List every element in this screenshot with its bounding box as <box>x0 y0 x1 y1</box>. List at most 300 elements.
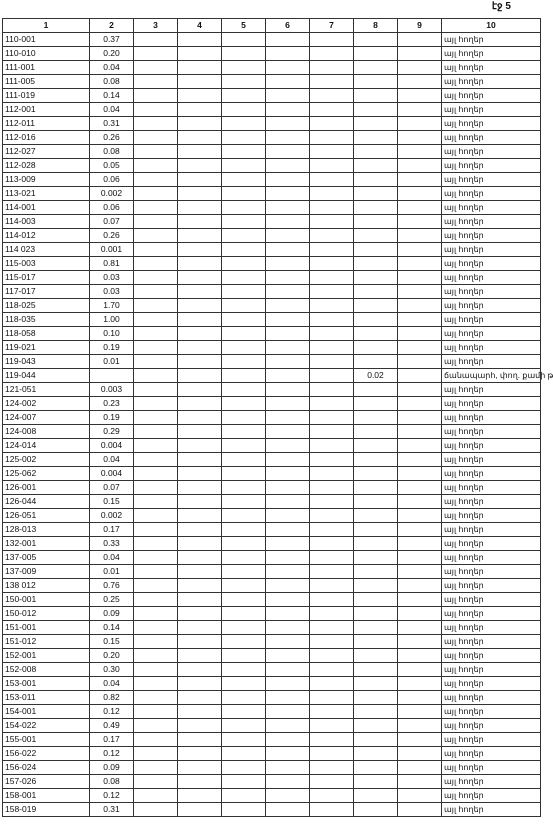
empty-cell <box>310 733 354 747</box>
empty-cell <box>134 61 178 75</box>
area-value-cell: 0.10 <box>90 327 134 341</box>
empty-cell <box>266 75 310 89</box>
parcel-code-cell: 156-022 <box>3 747 90 761</box>
empty-cell <box>134 775 178 789</box>
empty-cell <box>310 593 354 607</box>
empty-cell <box>222 537 266 551</box>
empty-cell <box>222 369 266 383</box>
empty-cell <box>178 663 222 677</box>
empty-cell <box>178 33 222 47</box>
column-8-value-cell <box>354 257 398 271</box>
empty-cell <box>310 47 354 61</box>
empty-cell <box>134 495 178 509</box>
land-type-cell: այլ հողեր <box>442 705 541 719</box>
empty-cell <box>178 201 222 215</box>
empty-cell <box>222 257 266 271</box>
empty-cell <box>266 467 310 481</box>
land-type-cell: այլ հողեր <box>442 33 541 47</box>
parcel-code-cell: 119-043 <box>3 355 90 369</box>
area-value-cell: 0.03 <box>90 271 134 285</box>
empty-cell <box>222 299 266 313</box>
empty-cell <box>266 509 310 523</box>
empty-cell <box>266 299 310 313</box>
empty-cell <box>398 509 442 523</box>
empty-cell <box>266 677 310 691</box>
land-type-cell: այլ հողեր <box>442 285 541 299</box>
empty-cell <box>266 607 310 621</box>
empty-cell <box>398 677 442 691</box>
table-row <box>3 551 541 565</box>
parcel-code-cell: 158-001 <box>3 789 90 803</box>
empty-cell <box>398 705 442 719</box>
table-row <box>3 509 541 523</box>
parcel-code-cell: 113-021 <box>3 187 90 201</box>
empty-cell <box>178 75 222 89</box>
empty-cell <box>398 229 442 243</box>
area-value-cell: 0.12 <box>90 789 134 803</box>
land-type-cell: այլ հողեր <box>442 607 541 621</box>
table-row <box>3 243 541 257</box>
column-8-value-cell <box>354 187 398 201</box>
table-row <box>3 257 541 271</box>
table-row <box>3 355 541 369</box>
empty-cell <box>398 439 442 453</box>
empty-cell <box>178 383 222 397</box>
empty-cell <box>134 299 178 313</box>
area-value-cell: 0.12 <box>90 747 134 761</box>
empty-cell <box>222 621 266 635</box>
area-value-cell: 0.07 <box>90 215 134 229</box>
empty-cell <box>178 131 222 145</box>
empty-cell <box>266 705 310 719</box>
empty-cell <box>310 103 354 117</box>
empty-cell <box>178 285 222 299</box>
area-value-cell: 0.17 <box>90 733 134 747</box>
empty-cell <box>222 551 266 565</box>
table-row <box>3 719 541 733</box>
empty-cell <box>398 103 442 117</box>
column-8-value-cell <box>354 313 398 327</box>
empty-cell <box>266 649 310 663</box>
empty-cell <box>178 495 222 509</box>
parcel-code-cell: 118-058 <box>3 327 90 341</box>
table-row <box>3 677 541 691</box>
empty-cell <box>398 411 442 425</box>
parcel-code-cell: 112-011 <box>3 117 90 131</box>
parcel-code-cell: 114 023 <box>3 243 90 257</box>
table-row <box>3 649 541 663</box>
area-value-cell: 0.49 <box>90 719 134 733</box>
empty-cell <box>310 509 354 523</box>
parcel-code-cell: 121-051 <box>3 383 90 397</box>
empty-cell <box>134 369 178 383</box>
land-type-cell: այլ հողեր <box>442 187 541 201</box>
column-8-value-cell <box>354 509 398 523</box>
empty-cell <box>134 691 178 705</box>
empty-cell <box>178 47 222 61</box>
area-value-cell: 0.04 <box>90 551 134 565</box>
land-parcel-table <box>2 18 553 817</box>
area-value-cell: 0.26 <box>90 229 134 243</box>
empty-cell <box>222 425 266 439</box>
land-type-cell: այլ հողեր <box>442 621 541 635</box>
parcel-code-cell: 154-001 <box>3 705 90 719</box>
empty-cell <box>134 635 178 649</box>
empty-cell <box>134 131 178 145</box>
empty-cell <box>398 761 442 775</box>
land-type-cell: այլ հողեր <box>442 47 541 61</box>
empty-cell <box>134 789 178 803</box>
empty-cell <box>222 173 266 187</box>
empty-cell <box>266 523 310 537</box>
empty-cell <box>266 593 310 607</box>
empty-cell <box>266 285 310 299</box>
empty-cell <box>222 117 266 131</box>
column-8-value-cell <box>354 103 398 117</box>
parcel-code-cell: 113-009 <box>3 173 90 187</box>
table-row <box>3 159 541 173</box>
column-8-value-cell <box>354 621 398 635</box>
table-row <box>3 761 541 775</box>
empty-cell <box>134 425 178 439</box>
column-8-value-cell <box>354 397 398 411</box>
empty-cell <box>266 537 310 551</box>
area-value-cell: 0.19 <box>90 341 134 355</box>
empty-cell <box>222 579 266 593</box>
empty-cell <box>310 117 354 131</box>
empty-cell <box>310 621 354 635</box>
empty-cell <box>178 229 222 243</box>
parcel-code-cell: 110-001 <box>3 33 90 47</box>
land-type-cell: այլ հողեր <box>442 495 541 509</box>
area-value-cell: 0.08 <box>90 75 134 89</box>
empty-cell <box>134 103 178 117</box>
empty-cell <box>222 649 266 663</box>
land-type-cell: այլ հողեր <box>442 677 541 691</box>
empty-cell <box>398 369 442 383</box>
land-type-cell: այլ հողեր <box>442 747 541 761</box>
empty-cell <box>266 747 310 761</box>
table-row <box>3 439 541 453</box>
column-8-value-cell <box>354 537 398 551</box>
land-type-cell: այլ հողեր <box>442 565 541 579</box>
empty-cell <box>222 593 266 607</box>
parcel-code-cell: 156-024 <box>3 761 90 775</box>
empty-cell <box>398 397 442 411</box>
empty-cell <box>178 621 222 635</box>
column-8-value-cell <box>354 201 398 215</box>
empty-cell <box>178 313 222 327</box>
area-value-cell: 0.05 <box>90 159 134 173</box>
empty-cell <box>398 481 442 495</box>
empty-cell <box>178 159 222 173</box>
land-type-cell: այլ հողեր <box>442 453 541 467</box>
parcel-code-cell: 111-001 <box>3 61 90 75</box>
table-row <box>3 467 541 481</box>
empty-cell <box>266 579 310 593</box>
table-row <box>3 411 541 425</box>
empty-cell <box>266 369 310 383</box>
empty-cell <box>266 565 310 579</box>
parcel-code-cell: 132-001 <box>3 537 90 551</box>
land-type-cell: այլ հողեր <box>442 103 541 117</box>
column-8-value-cell <box>354 719 398 733</box>
empty-cell <box>222 607 266 621</box>
empty-cell <box>398 649 442 663</box>
empty-cell <box>266 159 310 173</box>
empty-cell <box>222 159 266 173</box>
empty-cell <box>310 481 354 495</box>
area-value-cell: 0.01 <box>90 355 134 369</box>
empty-cell <box>134 383 178 397</box>
column-8-value-cell <box>354 145 398 159</box>
empty-cell <box>266 663 310 677</box>
column-header: 7 <box>310 19 354 33</box>
empty-cell <box>398 159 442 173</box>
parcel-code-cell: 153-011 <box>3 691 90 705</box>
empty-cell <box>178 691 222 705</box>
empty-cell <box>222 677 266 691</box>
empty-cell <box>266 33 310 47</box>
column-8-value-cell <box>354 691 398 705</box>
empty-cell <box>310 411 354 425</box>
area-value-cell: 1.70 <box>90 299 134 313</box>
column-8-value-cell <box>354 75 398 89</box>
empty-cell <box>222 355 266 369</box>
empty-cell <box>222 61 266 75</box>
column-8-value-cell <box>354 705 398 719</box>
area-value-cell: 0.15 <box>90 495 134 509</box>
empty-cell <box>310 299 354 313</box>
land-type-cell: այլ հողեր <box>442 481 541 495</box>
empty-cell <box>222 691 266 705</box>
empty-cell <box>134 159 178 173</box>
empty-cell <box>222 33 266 47</box>
empty-cell <box>398 299 442 313</box>
empty-cell <box>310 243 354 257</box>
empty-cell <box>398 663 442 677</box>
empty-cell <box>398 775 442 789</box>
land-type-cell: այլ հողեր <box>442 467 541 481</box>
table-row <box>3 579 541 593</box>
parcel-code-cell: 152-001 <box>3 649 90 663</box>
area-value-cell: 0.06 <box>90 201 134 215</box>
empty-cell <box>398 243 442 257</box>
empty-cell <box>134 313 178 327</box>
empty-cell <box>266 761 310 775</box>
column-8-value-cell <box>354 299 398 313</box>
land-type-cell: այլ հողեր <box>442 131 541 145</box>
empty-cell <box>310 523 354 537</box>
empty-cell <box>398 33 442 47</box>
empty-cell <box>266 495 310 509</box>
column-header: 1 <box>3 19 90 33</box>
empty-cell <box>134 439 178 453</box>
area-value-cell: 0.06 <box>90 173 134 187</box>
column-header: 6 <box>266 19 310 33</box>
empty-cell <box>398 89 442 103</box>
table-row <box>3 201 541 215</box>
empty-cell <box>310 537 354 551</box>
land-type-cell: այլ հողեր <box>442 789 541 803</box>
empty-cell <box>310 229 354 243</box>
empty-cell <box>398 201 442 215</box>
table-row <box>3 89 541 103</box>
empty-cell <box>222 103 266 117</box>
area-value-cell: 0.09 <box>90 607 134 621</box>
empty-cell <box>178 299 222 313</box>
parcel-code-cell: 124-007 <box>3 411 90 425</box>
table-row <box>3 299 541 313</box>
empty-cell <box>266 775 310 789</box>
empty-cell <box>134 481 178 495</box>
empty-cell <box>178 103 222 117</box>
empty-cell <box>398 551 442 565</box>
column-8-value-cell <box>354 649 398 663</box>
column-8-value-cell <box>354 775 398 789</box>
empty-cell <box>134 341 178 355</box>
table-row <box>3 663 541 677</box>
empty-cell <box>398 383 442 397</box>
column-8-value-cell <box>354 551 398 565</box>
area-value-cell: 0.14 <box>90 621 134 635</box>
area-value-cell: 0.30 <box>90 663 134 677</box>
land-type-cell: այլ հողեր <box>442 201 541 215</box>
empty-cell <box>222 481 266 495</box>
parcel-code-cell: 125-062 <box>3 467 90 481</box>
empty-cell <box>178 747 222 761</box>
area-value-cell: 0.04 <box>90 61 134 75</box>
empty-cell <box>222 271 266 285</box>
table-row <box>3 705 541 719</box>
land-type-cell: այլ հողեր <box>442 733 541 747</box>
empty-cell <box>178 145 222 159</box>
table-row <box>3 803 541 817</box>
land-type-cell: այլ հողեր <box>442 173 541 187</box>
area-value-cell: 0.20 <box>90 47 134 61</box>
empty-cell <box>398 467 442 481</box>
column-header: 9 <box>398 19 442 33</box>
empty-cell <box>222 313 266 327</box>
area-value-cell: 0.14 <box>90 89 134 103</box>
empty-cell <box>310 747 354 761</box>
parcel-code-cell: 114-001 <box>3 201 90 215</box>
area-value-cell: 0.82 <box>90 691 134 705</box>
column-8-value-cell <box>354 215 398 229</box>
area-value-cell: 0.81 <box>90 257 134 271</box>
land-type-cell: այլ հողեր <box>442 593 541 607</box>
empty-cell <box>134 229 178 243</box>
land-type-cell: այլ հողեր <box>442 775 541 789</box>
column-header: 5 <box>222 19 266 33</box>
land-type-cell: այլ հողեր <box>442 663 541 677</box>
column-8-value-cell <box>354 439 398 453</box>
empty-cell <box>310 187 354 201</box>
table-row <box>3 425 541 439</box>
empty-cell <box>134 565 178 579</box>
empty-cell <box>266 243 310 257</box>
area-value-cell: 0.04 <box>90 453 134 467</box>
land-type-cell: այլ հողեր <box>442 355 541 369</box>
empty-cell <box>266 733 310 747</box>
area-value-cell: 0.31 <box>90 803 134 817</box>
empty-cell <box>398 75 442 89</box>
table-row <box>3 495 541 509</box>
column-8-value-cell <box>354 607 398 621</box>
table-row <box>3 117 541 131</box>
empty-cell <box>266 341 310 355</box>
empty-cell <box>310 61 354 75</box>
land-type-cell: այլ հողեր <box>442 509 541 523</box>
column-8-value-cell <box>354 747 398 761</box>
table-row <box>3 747 541 761</box>
empty-cell <box>398 313 442 327</box>
empty-cell <box>222 47 266 61</box>
column-8-value-cell <box>354 89 398 103</box>
empty-cell <box>398 789 442 803</box>
empty-cell <box>178 117 222 131</box>
empty-cell <box>310 355 354 369</box>
empty-cell <box>178 61 222 75</box>
parcel-code-cell: 157-026 <box>3 775 90 789</box>
column-8-value-cell <box>354 761 398 775</box>
empty-cell <box>178 369 222 383</box>
area-value-cell: 0.23 <box>90 397 134 411</box>
parcel-code-cell: 115-003 <box>3 257 90 271</box>
column-8-value-cell <box>354 425 398 439</box>
empty-cell <box>222 775 266 789</box>
empty-cell <box>222 467 266 481</box>
empty-cell <box>266 551 310 565</box>
empty-cell <box>222 663 266 677</box>
empty-cell <box>178 425 222 439</box>
column-8-value-cell <box>354 453 398 467</box>
land-type-cell: այլ հողեր <box>442 537 541 551</box>
empty-cell <box>398 271 442 285</box>
table-row <box>3 593 541 607</box>
empty-cell <box>398 621 442 635</box>
land-type-cell: այլ հողեր <box>442 159 541 173</box>
parcel-code-cell: 137-009 <box>3 565 90 579</box>
empty-cell <box>266 201 310 215</box>
empty-cell <box>222 635 266 649</box>
area-value-cell: 0.08 <box>90 145 134 159</box>
empty-cell <box>222 761 266 775</box>
column-8-value-cell <box>354 47 398 61</box>
column-8-value-cell <box>354 159 398 173</box>
empty-cell <box>310 397 354 411</box>
empty-cell <box>134 761 178 775</box>
area-value-cell: 0.09 <box>90 761 134 775</box>
empty-cell <box>266 145 310 159</box>
empty-cell <box>134 719 178 733</box>
empty-cell <box>134 215 178 229</box>
empty-cell <box>222 803 266 817</box>
empty-cell <box>398 803 442 817</box>
empty-cell <box>178 89 222 103</box>
empty-cell <box>222 523 266 537</box>
empty-cell <box>266 131 310 145</box>
empty-cell <box>310 705 354 719</box>
empty-cell <box>178 481 222 495</box>
empty-cell <box>178 537 222 551</box>
parcel-code-cell: 118-025 <box>3 299 90 313</box>
empty-cell <box>398 593 442 607</box>
table-row <box>3 635 541 649</box>
empty-cell <box>266 173 310 187</box>
empty-cell <box>134 677 178 691</box>
empty-cell <box>266 187 310 201</box>
